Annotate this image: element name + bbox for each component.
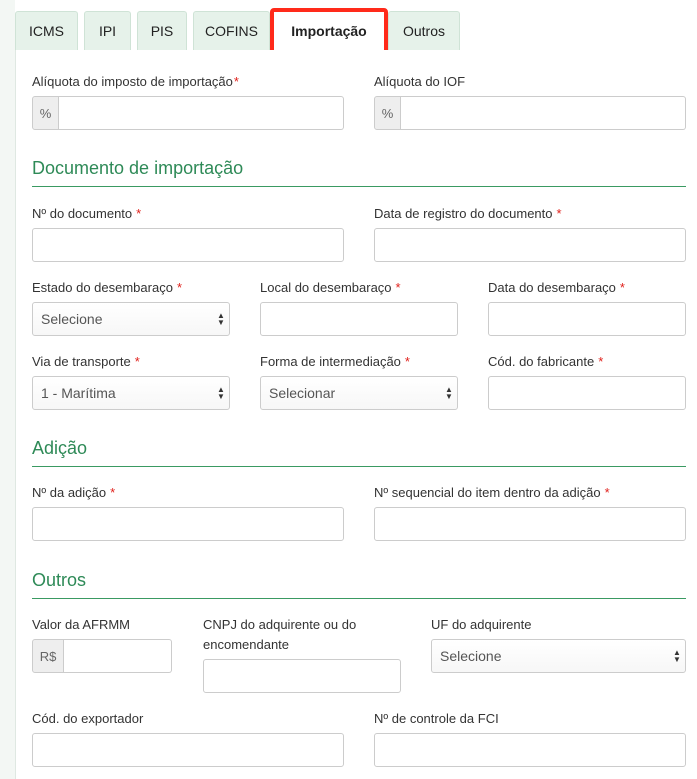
section-title-adicao: Adição	[32, 438, 88, 458]
sequencial-item-label: Nº sequencial do item dentro da adição *	[374, 485, 610, 500]
cod-exportador-input[interactable]	[32, 733, 344, 767]
forma-intermediacao-select[interactable]	[260, 376, 458, 410]
local-desembaraco-input[interactable]	[260, 302, 458, 336]
controle-fci-input[interactable]	[374, 733, 686, 767]
numero-documento-input[interactable]	[32, 228, 344, 262]
numero-adicao-label: Nº da adição *	[32, 485, 116, 500]
section-divider	[32, 598, 686, 599]
tab-icms[interactable]: ICMS	[15, 11, 78, 50]
local-desembaraco-label: Local do desembaraço *	[260, 280, 401, 295]
estado-desembaraco-label: Estado do desembaraço *	[32, 280, 182, 295]
cnpj-adquirente-label: CNPJ do adquirente ou do encomendante	[203, 617, 357, 652]
aliquota-ii-input[interactable]	[59, 96, 344, 130]
uf-adquirente-select[interactable]	[431, 639, 686, 673]
aliquota-iof-label: Alíquota do IOF	[374, 74, 466, 89]
tab-importacao[interactable]: Importação	[270, 8, 388, 54]
page-gutter	[0, 0, 15, 779]
section-title-documento: Documento de importação	[32, 158, 244, 178]
select-arrows-icon: ▲ ▼	[445, 385, 453, 401]
cnpj-adquirente-input[interactable]	[203, 659, 401, 693]
tab-cofins[interactable]: COFINS	[193, 11, 270, 50]
afrmm-label: Valor da AFRMM	[32, 617, 131, 632]
numero-adicao-input[interactable]	[32, 507, 344, 541]
cod-fabricante-label: Cód. do fabricante *	[488, 354, 604, 369]
sequencial-item-input[interactable]	[374, 507, 686, 541]
data-registro-label: Data de registro do documento *	[374, 206, 562, 221]
forma-intermediacao-value: Selecionar	[269, 385, 336, 401]
percent-addon: %	[374, 96, 401, 130]
via-transporte-select[interactable]	[32, 376, 230, 410]
section-divider	[32, 186, 686, 187]
controle-fci-label: Nº de controle da FCI	[374, 711, 499, 726]
estado-desembaraco-select[interactable]	[32, 302, 230, 336]
via-transporte-label: Via de transporte *	[32, 354, 140, 369]
tab-outros[interactable]: Outros	[388, 11, 460, 50]
section-title-outros: Outros	[32, 570, 87, 590]
select-arrows-icon: ▲ ▼	[217, 385, 225, 401]
aliquota-ii-label: Alíquota do imposto de importação*	[32, 74, 239, 89]
uf-adquirente-label: UF do adquirente	[431, 617, 532, 632]
afrmm-input[interactable]	[64, 639, 172, 673]
aliquota-iof-input[interactable]	[401, 96, 686, 130]
select-arrows-icon: ▲ ▼	[673, 648, 681, 664]
data-desembaraco-input[interactable]	[488, 302, 686, 336]
tab-bar	[15, 10, 697, 50]
currency-addon: R$	[32, 639, 64, 673]
cod-exportador-label: Cód. do exportador	[32, 711, 144, 726]
cod-fabricante-input[interactable]	[488, 376, 686, 410]
numero-documento-label: Nº do documento *	[32, 206, 142, 221]
estado-desembaraco-value: Selecione	[41, 311, 103, 327]
data-registro-input[interactable]	[374, 228, 686, 262]
section-divider	[32, 466, 686, 467]
forma-intermediacao-label: Forma de intermediação *	[260, 354, 410, 369]
tab-pis[interactable]: PIS	[137, 11, 187, 50]
tab-ipi[interactable]: IPI	[84, 11, 131, 50]
percent-addon: %	[32, 96, 59, 130]
data-desembaraco-label: Data do desembaraço *	[488, 280, 625, 295]
via-transporte-value: 1 - Marítima	[41, 385, 116, 401]
uf-adquirente-value: Selecione	[440, 648, 502, 664]
select-arrows-icon: ▲ ▼	[217, 311, 225, 327]
